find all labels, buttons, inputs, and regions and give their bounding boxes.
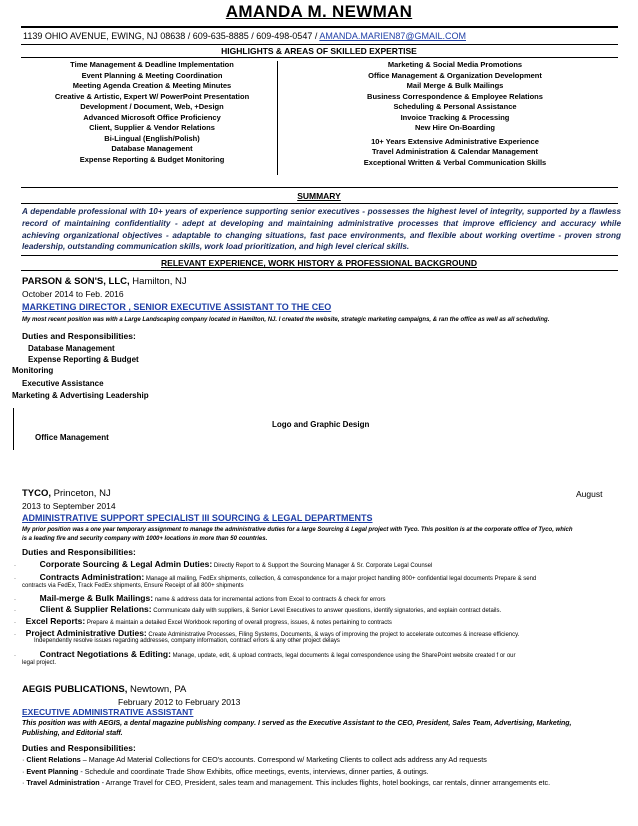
skill-item: Mail Merge & Bulk Mailings — [406, 81, 504, 90]
skill-item: Event Planning & Meeting Coordination — [81, 70, 223, 80]
bullet-text: - Schedule and coordinate Trade Show Exhibits, office meetings, events, interviews, dinner parties, & outings. — [80, 767, 429, 776]
job3-bullet: · Travel Administration - Arrange Travel for CEO, President, sales team and management. This includes flights, hotel bookings, car rentals, dinner arrangements etc. — [22, 778, 551, 787]
name-rule — [21, 26, 618, 28]
skill-item: Development / Document, Web, +Design — [80, 102, 224, 111]
summary-heading — [0, 191, 638, 201]
skill-item: Bi-Lingual (English/Polish) — [104, 133, 200, 143]
skill-item: Business Correspondence & Employee Relations — [367, 91, 543, 101]
job1-duties-label: Duties and Responsibilities: — [22, 331, 136, 341]
job1-item: Logo and Graphic Design — [272, 420, 370, 429]
job3-bullet: · Event Planning - Schedule and coordinate Trade Show Exhibits, office meetings, events, interviews, dinner parties, & outings. — [22, 767, 429, 776]
bullet-text: Create Administrative Processes, Filing Systems, Documents, & ways of improving the project to accelerate outcomes & increase efficiency. — [148, 632, 520, 638]
job1-item: Expense Reporting & Budget — [28, 355, 139, 364]
job3-description-1: This position was with AEGIS, a dental magazine publishing company. I served as the Executive Assistant to the CEO, President, Sales Team, Advertising, Marketing, — [22, 720, 572, 727]
job2-bullet-cont — [22, 583, 632, 589]
job3-title: EXECUTIVE ADMINISTRATIVE ASSISTANT — [22, 707, 194, 717]
job1-item: Office Management — [35, 433, 109, 442]
skill-item: New Hire On-Boarding — [414, 123, 495, 132]
bullet-text: – Manage Ad Material Collections for CEO's accounts. Correspond w/ Marketing Clients to collect ads address any Ad requests — [82, 755, 487, 764]
experience-heading — [0, 258, 638, 268]
skill-item: Client, Supplier & Vendor Relations — [89, 123, 215, 132]
bullet-head: Contracts Administration: — [39, 572, 145, 582]
contact-line — [23, 31, 466, 41]
bullet-text: Independently resolve issues regarding addresses, company information, contract errors & any other project delays — [34, 638, 340, 644]
skill-item: Marketing & Social Media Promotions — [387, 60, 523, 69]
skill-item: Office Management & Organization Development — [368, 70, 542, 80]
job1-company: PARSON & SON'S, LLC, — [22, 276, 130, 287]
job3-company: AEGIS PUBLICATIONS, — [22, 684, 128, 695]
bullet-text: Manage all mailing, FedEx shipments, collection, & correspondence for a major project handling 800+ confidential legal documents Prepare & send — [145, 576, 537, 582]
job1-item: Database Management — [28, 344, 115, 353]
job2-title: ADMINISTRATIVE SUPPORT SPECIALIST III SOURCING & LEGAL DEPARTMENTS — [22, 513, 373, 523]
job2-location: Princeton, NJ — [53, 488, 111, 499]
contact-rule — [21, 44, 618, 45]
skill-item: Meeting Agenda Creation & Meeting Minutes — [72, 81, 232, 90]
job1-item: Marketing & Advertising Leadership — [12, 391, 149, 400]
job2-bullet: · Contract Negotiations & Editing: Manage, update, edit, & upload contracts, legal documents & legal correspondence using the SharePoint website created f or our — [14, 649, 516, 659]
experience-rule — [21, 270, 618, 271]
bullet-text: Manage, update, edit, & upload contracts, legal documents & legal correspondence using the SharePoint website created f or our — [172, 653, 516, 659]
job2-duties-label: Duties and Responsibilities: — [22, 547, 136, 557]
bullet-text: contracts via FedEx, Track FedEx shipments, Ensure Receipt of all 800+ shipments — [22, 583, 244, 589]
skill-item: Exceptional Written & Verbal Communication Skills — [363, 157, 547, 167]
summary-text: A dependable professional with 10+ years of experience supporting senior executives - possesses the highest level of integrity, supported by a flawless record of maintaining confidentiality - adept at developing and maintaining administrative processes that improve efficiency and accuracy while achieving organizational objectives - adaptable to changing situations, fast pace environments, and flexible about working overtime - proven strong leadership, outstanding communication skills, work load prioritization, and high level clerical skills. — [22, 207, 621, 252]
bullet-head: Client Relations — [26, 755, 81, 764]
job3-bullet: · Client Relations – Manage Ad Material Collections for CEO's accounts. Correspond w/ Marketing Clients to collect ads address any Ad requests — [22, 755, 487, 764]
job1-item: Monitoring — [12, 366, 54, 375]
bullet-head: Event Planning — [26, 767, 79, 776]
job2-description-2: is a leading fire and security company with 1000+ locations in more than 50 countries. — [22, 536, 268, 542]
job2-bullet: · Mail-merge & Bulk Mailings: name & address data for incremental actions from Excel to contracts & check for errors — [14, 593, 386, 603]
job2-bullet-cont — [34, 638, 638, 644]
job2-company: TYCO, — [22, 488, 52, 499]
skill-item: Advanced Microsoft Office Proficiency — [83, 112, 221, 122]
highlights-heading: HIGHLIGHTS & AREAS OF SKILLED EXPERTISE — [221, 46, 417, 56]
job1-description: My most recent position was with a Large Landscaping company located in Hamilton, NJ. I created the website, strategic marketing campaigns, & ran the office as well as all scheduling. — [22, 317, 550, 323]
bullet-head: Client & Supplier Relations: — [39, 604, 152, 614]
job1-side-mark — [13, 408, 14, 450]
skill-item: Expense Reporting & Budget Monitoring — [79, 154, 225, 164]
email-link[interactable]: AMANDA.MARIEN87@GMAIL.COM — [319, 31, 467, 41]
bullet-head: Mail-merge & Bulk Mailings: — [39, 593, 154, 603]
bullet-text: name & address data for incremental actions from Excel to contracts & check for errors — [154, 597, 386, 603]
job3-location: Newtown, PA — [130, 684, 187, 695]
job2-description-1: My prior position was a one year temporary assignment to manage the administrative duties for a large Sourcing & Legal project with Tyco. This position is at the corporate office of Tyco, which — [22, 527, 573, 533]
bullet-head: Corporate Sourcing & Legal Admin Duties: — [39, 559, 213, 569]
job1-location: Hamilton, NJ — [132, 276, 187, 287]
job2-bullet: · Contracts Administration: Manage all mailing, FedEx shipments, collection, & correspondence for a major project handling 800+ confidential legal documents Prepare & send — [14, 572, 537, 582]
summary-heading-text: SUMMARY — [297, 191, 341, 201]
bullet-text: - Arrange Travel for CEO, President, sales team and management. This includes flights, hotel bookings, car rentals, dinner arrangements etc. — [101, 778, 551, 787]
summary-rule — [21, 203, 618, 204]
job1-header — [22, 276, 187, 287]
experience-heading-text: RELEVANT EXPERIENCE, WORK HISTORY & PROFESSIONAL BACKGROUND — [161, 258, 477, 268]
job2-bullet-cont — [22, 660, 632, 666]
skill-item: Database Management — [111, 144, 193, 153]
highlights-right-column — [290, 60, 620, 168]
skill-item: Travel Administration & Calendar Management — [371, 147, 538, 156]
job1-title: MARKETING DIRECTOR , SENIOR EXECUTIVE ASSISTANT TO THE CEO — [22, 302, 332, 312]
bullet-head: Excel Reports: — [25, 616, 86, 626]
resume-name: AMANDA M. NEWMAN — [225, 2, 413, 21]
job2-dates: 2013 to September 2014 — [22, 501, 116, 511]
job2-bullet: · Corporate Sourcing & Legal Admin Duties: Directly Report to & Support the Sourcing Manager & Sr. Corporate Legal Counsel — [14, 559, 433, 569]
job2-header — [22, 488, 111, 499]
skill-item: Invoice Tracking & Processing — [400, 112, 510, 122]
summary-rule-top — [21, 187, 618, 188]
job2-bullet: · Excel Reports: Prepare & maintain a detailed Excel Workbook reporting of overall progress, issues, & notes pertaining to contracts — [14, 616, 392, 626]
highlights-divider — [277, 61, 278, 175]
bullet-text: Directly Report to & Support the Sourcing Manager & Sr. Corporate Legal Counsel — [213, 563, 433, 569]
skill-item: Time Management & Deadline Implementation — [70, 60, 234, 69]
job2-date-right: August — [576, 489, 603, 499]
bullet-head: Contract Negotiations & Editing: — [39, 649, 171, 659]
job3-dates: February 2012 to February 2013 — [118, 697, 241, 707]
job2-bullet: · Client & Supplier Relations: Communicate daily with suppliers, & Senior Level Executives to answer questions, identify signatories, and explain contract details. — [14, 604, 502, 614]
job1-item: Executive Assistance — [22, 379, 104, 388]
address-phone: 1139 OHIO AVENUE, EWING, NJ 08638 / 609-635-8885 / 609-498-0547 / — [23, 31, 318, 41]
skill-item: Creative & Artistic, Expert W/ PowerPoint Presentation — [54, 91, 250, 101]
job1-dates: October 2014 to Feb. 2016 — [22, 289, 124, 299]
bullet-head: Travel Administration — [26, 778, 100, 787]
bullet-text: Communicate daily with suppliers, & Senior Level Executives to answer questions, identify signatories, and explain contract details. — [153, 608, 502, 614]
highlights-rule — [21, 57, 618, 58]
bullet-text: legal project. — [22, 660, 57, 666]
bullet-head: Project Administrative Duties: — [25, 628, 147, 638]
highlights-left-column — [22, 60, 282, 165]
job3-duties-label: Duties and Responsibilities: — [22, 743, 136, 753]
job3-header — [22, 684, 186, 695]
experience-rule-top — [21, 255, 618, 256]
skill-item: 10+ Years Extensive Administrative Experience — [371, 136, 539, 146]
job2-bullet: · Project Administrative Duties: Create Administrative Processes, Filing Systems, Documents, & ways of improving the project to accelerate outcomes & increase efficiency. — [14, 628, 520, 638]
bullet-text: Prepare & maintain a detailed Excel Workbook reporting of overall progress, issues, & notes pertaining to contracts — [86, 620, 392, 626]
skill-item: Scheduling & Personal Assistance — [393, 102, 517, 111]
job3-description-2: Publishing, and Editorial staff. — [22, 730, 123, 737]
